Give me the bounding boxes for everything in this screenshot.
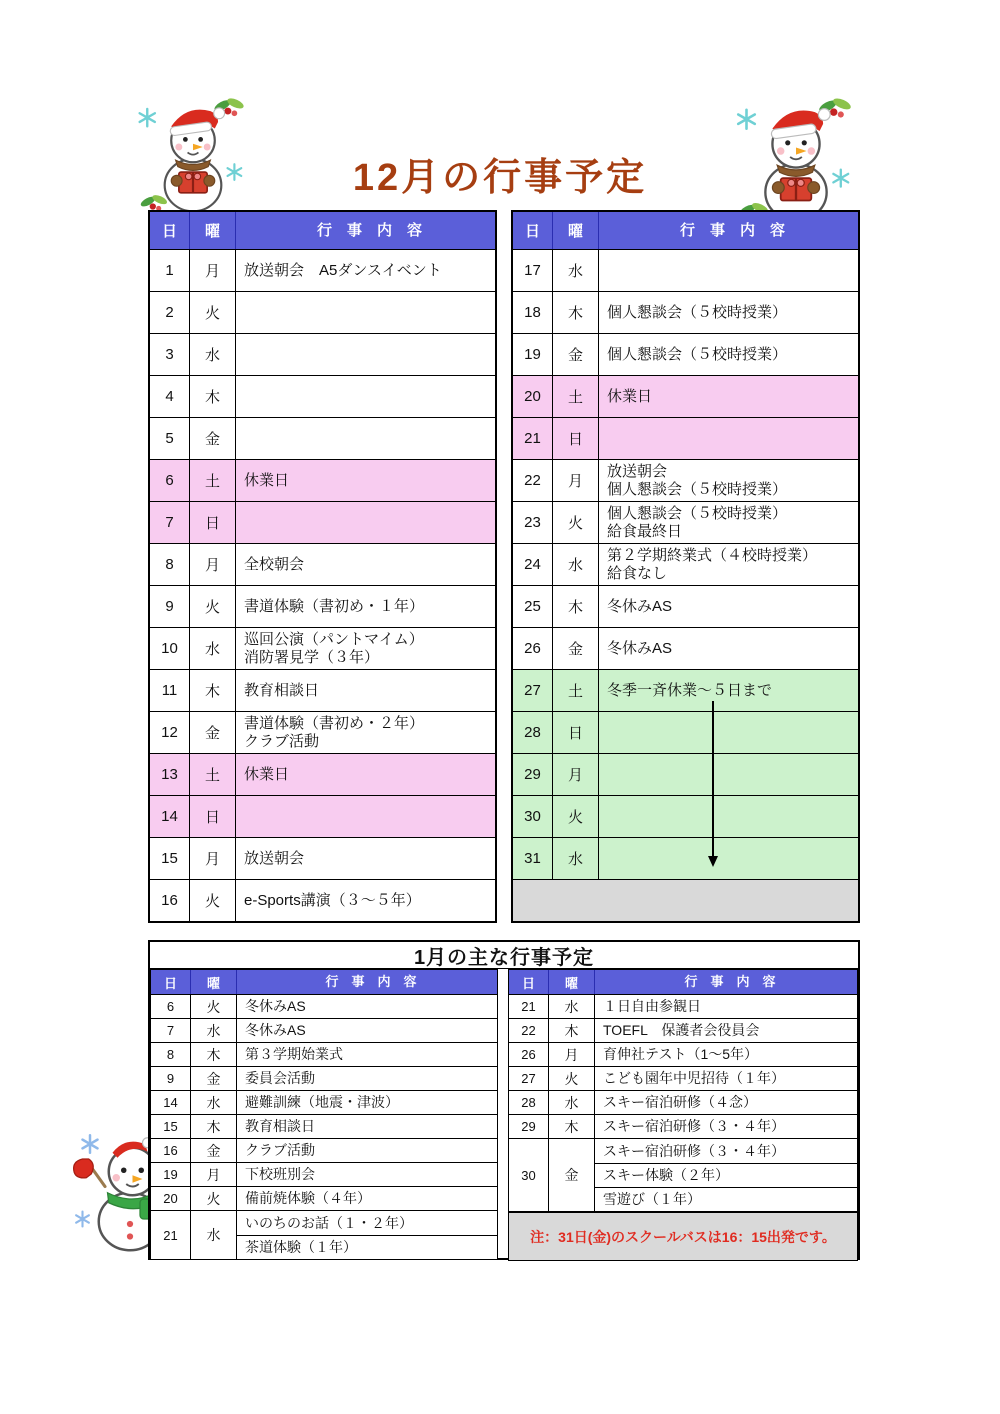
event-cell: 冬休みAS [245, 1022, 306, 1039]
event-cell: 冬休みAS [607, 639, 673, 657]
header-content: 行 事 内 容 [316, 221, 422, 239]
table-row [509, 1114, 857, 1138]
weekday-cell: 木 [553, 292, 599, 333]
event-cell: 全校朝会 [244, 555, 305, 573]
table-header-row [150, 212, 495, 249]
weekday-cell: 木 [191, 1043, 237, 1066]
event-cell: 休業日 [244, 471, 290, 489]
event-cell [599, 838, 858, 879]
weekday-cell: 木 [549, 1019, 595, 1042]
table-row [150, 291, 495, 333]
event-cell [599, 796, 858, 837]
table-row [151, 1042, 497, 1066]
event-cell: 第３学期始業式 [245, 1046, 343, 1063]
weekday-cell: 日 [190, 796, 236, 837]
event-line: 第２学期終業式（４校時授業） [607, 546, 818, 564]
day-cell: 29 [509, 1115, 549, 1138]
table-row [150, 879, 495, 921]
weekday-cell: 金 [553, 334, 599, 375]
header-content: 行 事 内 容 [325, 974, 417, 990]
weekday-cell: 水 [191, 1019, 237, 1042]
day-cell: 23 [513, 502, 553, 543]
table-row [513, 501, 858, 543]
weekday-cell: 火 [549, 1067, 595, 1090]
day-cell: 1 [150, 250, 190, 291]
table-row [509, 1018, 857, 1042]
table-row [513, 669, 858, 711]
table-row [150, 375, 495, 417]
table-row [151, 1210, 497, 1259]
day-cell: 5 [150, 418, 190, 459]
event-cell [599, 712, 858, 753]
day-cell: 8 [151, 1043, 191, 1066]
day-cell: 19 [151, 1163, 191, 1186]
header-day: 日 [509, 970, 549, 994]
event-cell [599, 754, 858, 795]
header-day: 日 [151, 970, 191, 994]
table-row [513, 375, 858, 417]
weekday-cell: 土 [190, 460, 236, 501]
table-row [513, 837, 858, 879]
weekday-cell: 水 [549, 995, 595, 1018]
event-cell: 書道体験（書初め・１年） [244, 597, 425, 615]
day-cell: 16 [150, 880, 190, 921]
day-cell: 6 [151, 995, 191, 1018]
weekday-cell: 月 [190, 838, 236, 879]
day-cell: 7 [151, 1019, 191, 1042]
school-bus-note: 注：31日(金)のスクールバスは16：15出発です。 [509, 1211, 857, 1260]
day-cell: 22 [509, 1019, 549, 1042]
event-cell: １日自由参観日 [603, 998, 701, 1015]
day-cell: 9 [150, 586, 190, 627]
day-cell: 27 [513, 670, 553, 711]
table-row [513, 543, 858, 585]
table-row [151, 994, 497, 1018]
day-cell: 4 [150, 376, 190, 417]
event-cell: 冬休みAS [245, 998, 306, 1015]
day-cell: 21 [151, 1211, 191, 1259]
event-cell: 放送朝会 [244, 849, 305, 867]
table-row [509, 1042, 857, 1066]
day-cell: 20 [151, 1187, 191, 1210]
table-row [513, 291, 858, 333]
event-cell: 休業日 [607, 387, 653, 405]
day-cell: 2 [150, 292, 190, 333]
event-line: 個人懇談会（５校時授業） [607, 504, 788, 522]
day-cell: 15 [151, 1115, 191, 1138]
weekday-cell: 火 [553, 796, 599, 837]
event-cell [236, 796, 495, 837]
table-row [150, 459, 495, 501]
weekday-cell: 土 [190, 754, 236, 795]
day-cell: 26 [509, 1043, 549, 1066]
event-cell: 委員会活動 [245, 1070, 315, 1087]
weekday-cell: 金 [549, 1139, 595, 1211]
table-row [513, 249, 858, 291]
event-cell: 放送朝会 A5ダンスイベント [244, 261, 442, 279]
continuation-down-arrow-icon [712, 701, 714, 857]
event-cell [236, 292, 495, 333]
event-cell [599, 418, 858, 459]
weekday-cell: 土 [553, 670, 599, 711]
event-cell: 休業日 [244, 765, 290, 783]
weekday-cell: 土 [553, 376, 599, 417]
weekday-cell: 火 [190, 880, 236, 921]
event-cell [236, 628, 495, 669]
event-line: スキー体験（２年） [595, 1163, 857, 1187]
event-cell: 教育相談日 [245, 1118, 315, 1135]
event-cell [599, 502, 858, 543]
december-table-days-1-16 [148, 210, 497, 923]
event-cell: 育伸社テスト（1～5年） [603, 1046, 759, 1063]
table-body [509, 994, 857, 1211]
event-cell: 冬季一斉休業～５日まで [607, 681, 773, 699]
event-line: 巡回公演（パントマイム） [244, 630, 424, 648]
table-row [509, 1138, 857, 1211]
table-header-row [151, 970, 497, 994]
event-cell: スキー宿泊研修（３・４年） [603, 1118, 785, 1135]
table-row [150, 753, 495, 795]
event-line: 書道体験（書初め・２年） [244, 714, 425, 732]
day-cell: 14 [151, 1091, 191, 1114]
event-cell [236, 334, 495, 375]
table-row [150, 417, 495, 459]
weekday-cell: 月 [190, 250, 236, 291]
weekday-cell: 月 [553, 460, 599, 501]
event-cell [236, 502, 495, 543]
table-row [513, 753, 858, 795]
weekday-cell: 水 [549, 1091, 595, 1114]
table-row [150, 501, 495, 543]
table-row [150, 627, 495, 669]
day-cell: 25 [513, 586, 553, 627]
weekday-cell: 木 [549, 1115, 595, 1138]
event-line: クラブ活動 [244, 732, 320, 750]
event-line: 給食最終日 [607, 522, 683, 540]
header-content: 行 事 内 容 [679, 221, 785, 239]
january-table-left [150, 969, 498, 1260]
day-cell: 31 [513, 838, 553, 879]
table-row [513, 795, 858, 837]
weekday-cell: 木 [553, 586, 599, 627]
weekday-cell: 水 [191, 1211, 237, 1259]
event-cell [599, 544, 858, 585]
weekday-cell: 木 [191, 1115, 237, 1138]
day-cell: 9 [151, 1067, 191, 1090]
day-cell: 7 [150, 502, 190, 543]
event-line: 消防署見学（３年） [244, 648, 380, 666]
weekday-cell: 火 [190, 292, 236, 333]
day-cell: 29 [513, 754, 553, 795]
table-row [513, 459, 858, 501]
weekday-cell: 月 [553, 754, 599, 795]
table-row [150, 585, 495, 627]
event-line: 放送朝会 [607, 462, 668, 480]
weekday-cell: 日 [553, 418, 599, 459]
event-cell [599, 250, 858, 291]
day-cell: 6 [150, 460, 190, 501]
event-cell: 避難訓練（地震・津波） [245, 1094, 399, 1111]
weekday-cell: 月 [549, 1043, 595, 1066]
event-line: 雪遊び（１年） [595, 1187, 857, 1211]
weekday-cell: 火 [553, 502, 599, 543]
event-cell: e-Sports講演（３～５年） [244, 891, 421, 909]
event-cell: 教育相談日 [244, 681, 320, 699]
table-row [513, 585, 858, 627]
event-line: いのちのお話（１・２年） [245, 1214, 413, 1231]
header-weekday: 曜 [549, 970, 595, 994]
event-line: 茶道体験（１年） [237, 1235, 497, 1259]
header-weekday: 曜 [191, 970, 237, 994]
event-cell: スキー宿泊研修（４念） [603, 1094, 757, 1111]
day-cell: 12 [150, 712, 190, 753]
empty-footer-row [513, 879, 858, 921]
weekday-cell: 木 [190, 670, 236, 711]
weekday-cell: 金 [190, 418, 236, 459]
table-header-row [509, 970, 857, 994]
day-cell: 19 [513, 334, 553, 375]
day-cell: 21 [513, 418, 553, 459]
table-header-row [513, 212, 858, 249]
table-row [509, 1066, 857, 1090]
weekday-cell: 月 [191, 1163, 237, 1186]
weekday-cell: 水 [191, 1091, 237, 1114]
weekday-cell: 火 [190, 586, 236, 627]
day-cell: 3 [150, 334, 190, 375]
table-row [509, 1090, 857, 1114]
day-cell: 28 [513, 712, 553, 753]
day-cell: 30 [513, 796, 553, 837]
day-cell: 20 [513, 376, 553, 417]
table-row [151, 1018, 497, 1042]
table-row [151, 1162, 497, 1186]
event-cell [595, 1139, 857, 1211]
weekday-cell: 木 [190, 376, 236, 417]
event-line: 給食なし [607, 564, 668, 582]
event-cell: 下校班別会 [245, 1166, 315, 1183]
day-cell: 28 [509, 1091, 549, 1114]
header-weekday: 曜 [190, 212, 236, 249]
table-row [151, 1138, 497, 1162]
weekday-cell: 金 [191, 1139, 237, 1162]
day-cell: 11 [150, 670, 190, 711]
event-cell [237, 1211, 497, 1259]
event-cell: クラブ活動 [245, 1142, 315, 1159]
day-cell: 22 [513, 460, 553, 501]
table-row [150, 669, 495, 711]
day-cell: 15 [150, 838, 190, 879]
weekday-cell: 水 [553, 838, 599, 879]
event-cell [236, 418, 495, 459]
weekday-cell: 日 [190, 502, 236, 543]
header-day: 日 [150, 212, 190, 249]
table-row [150, 333, 495, 375]
day-cell: 18 [513, 292, 553, 333]
day-cell: 8 [150, 544, 190, 585]
day-cell: 13 [150, 754, 190, 795]
table-body [513, 249, 858, 879]
event-cell: こども園年中児招待（１年） [603, 1070, 785, 1087]
january-title: 1月の主な行事予定 [150, 942, 858, 969]
table-row [151, 1066, 497, 1090]
january-table-right [508, 969, 858, 1261]
table-row [150, 711, 495, 753]
weekday-cell: 金 [553, 628, 599, 669]
event-cell: 備前焼体験（４年） [245, 1190, 371, 1207]
weekday-cell: 水 [553, 544, 599, 585]
table-row [513, 627, 858, 669]
weekday-cell: 水 [190, 334, 236, 375]
weekday-cell: 水 [553, 250, 599, 291]
december-table-days-17-31 [511, 210, 860, 923]
table-row [151, 1186, 497, 1210]
day-cell: 27 [509, 1067, 549, 1090]
header-weekday: 曜 [553, 212, 599, 249]
day-cell: 24 [513, 544, 553, 585]
january-section [148, 940, 860, 1260]
day-cell: 16 [151, 1139, 191, 1162]
table-row [151, 1090, 497, 1114]
event-cell [236, 376, 495, 417]
day-cell: 21 [509, 995, 549, 1018]
table-row [150, 249, 495, 291]
weekday-cell: 水 [190, 628, 236, 669]
event-cell: TOEFL 保護者会役員会 [603, 1022, 760, 1039]
event-line: 個人懇談会（５校時授業） [607, 480, 788, 498]
table-row [150, 795, 495, 837]
event-cell: 冬休みAS [607, 597, 673, 615]
event-cell [236, 712, 495, 753]
page-title: 12月の行事予定 [352, 157, 648, 199]
table-body [151, 994, 497, 1259]
table-row [151, 1114, 497, 1138]
weekday-cell: 火 [191, 995, 237, 1018]
table-body [150, 249, 495, 921]
weekday-cell: 火 [191, 1187, 237, 1210]
weekday-cell: 金 [191, 1067, 237, 1090]
day-cell: 30 [509, 1139, 549, 1211]
event-line: スキー宿泊研修（３・４年） [603, 1142, 785, 1159]
day-cell: 10 [150, 628, 190, 669]
event-cell: 個人懇談会（５校時授業） [607, 303, 788, 321]
day-cell: 26 [513, 628, 553, 669]
table-row [150, 543, 495, 585]
day-cell: 14 [150, 796, 190, 837]
table-row [513, 333, 858, 375]
header-content: 行 事 内 容 [684, 974, 776, 990]
table-row [513, 711, 858, 753]
weekday-cell: 金 [190, 712, 236, 753]
table-row [509, 994, 857, 1018]
event-cell: 個人懇談会（５校時授業） [607, 345, 788, 363]
weekday-cell: 日 [553, 712, 599, 753]
table-row [513, 417, 858, 459]
header-day: 日 [513, 212, 553, 249]
table-row [150, 837, 495, 879]
day-cell: 17 [513, 250, 553, 291]
event-cell [599, 460, 858, 501]
weekday-cell: 月 [190, 544, 236, 585]
